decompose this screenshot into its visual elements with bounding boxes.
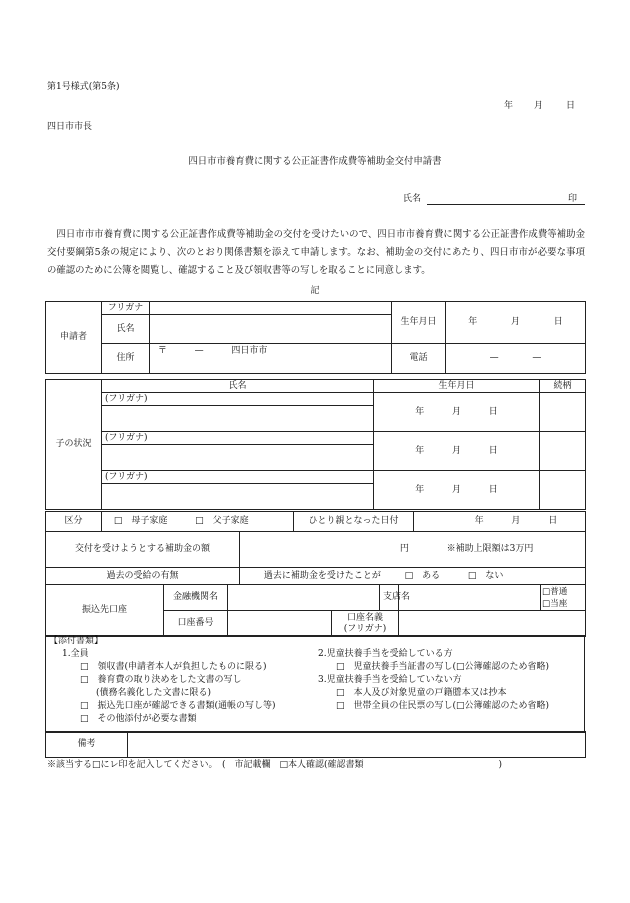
remarks-label: 備考 xyxy=(46,732,128,758)
single-parent-date-field[interactable] xyxy=(414,512,586,532)
category-label: 区分 xyxy=(46,512,102,532)
applicant-furigana-field[interactable] xyxy=(150,302,392,315)
remarks-field[interactable] xyxy=(128,732,586,758)
child-3-furigana[interactable]: (フリガナ) xyxy=(102,471,374,484)
past-yes-checkbox[interactable]: □ ある xyxy=(404,570,441,581)
attachment-agreement-note: (債務名義化した文書に限る) xyxy=(96,688,212,698)
attachments-group2-title: 2.児童扶養手当を受給している方 xyxy=(318,649,453,659)
amount-field[interactable] xyxy=(240,532,586,568)
child-1-year: 年 xyxy=(415,406,425,417)
applicant-birth-month: 月 xyxy=(510,317,520,328)
signature-line[interactable] xyxy=(427,204,585,205)
applicant-name-field[interactable] xyxy=(150,315,392,344)
single-father-checkbox[interactable]: □ 父子家庭 xyxy=(195,516,249,527)
amount-limit-note: ※補助上限額は3万円 xyxy=(446,544,534,555)
child-3-day: 日 xyxy=(488,484,498,495)
attachment-agreement-copy[interactable]: □ 養育費の取り決めをした文書の写し xyxy=(80,675,242,685)
child-3-name[interactable] xyxy=(102,484,374,510)
bank-section-label: 振込先口座 xyxy=(46,585,164,637)
remarks-table xyxy=(45,731,586,758)
child-1-name[interactable] xyxy=(102,406,374,432)
child-1-furigana[interactable]: (フリガナ) xyxy=(102,393,374,406)
single-mother-checkbox[interactable]: □ 母子家庭 xyxy=(113,516,168,527)
child-3-relation[interactable] xyxy=(540,471,586,510)
child-3-month: 月 xyxy=(451,484,461,495)
category-options xyxy=(102,512,294,532)
branch-field[interactable] xyxy=(399,585,541,611)
past-receipt-label: 過去の受給の有無 xyxy=(46,568,240,585)
city-name: 四日市市 xyxy=(231,346,268,356)
child-3-birth[interactable] xyxy=(374,471,540,510)
children-col-birth: 生年月日 xyxy=(374,380,540,393)
account-type-current[interactable]: □当座 xyxy=(542,598,568,609)
account-number-label: 口座番号 xyxy=(164,611,228,637)
postal-dash: — xyxy=(194,346,204,356)
date-year-label: 年 xyxy=(504,101,514,111)
document-title: 四日市市養育費に関する公正証書作成費等補助金交付申請書 xyxy=(188,156,442,167)
children-table xyxy=(45,379,586,510)
branch-label: 支店名 xyxy=(380,585,399,611)
children-col-relation: 続柄 xyxy=(540,380,586,393)
account-type-cell xyxy=(541,585,586,611)
date-month-label: 月 xyxy=(534,101,544,111)
applicant-table xyxy=(45,301,586,374)
attachments-heading: 【添付書類】 xyxy=(49,636,104,646)
account-holder-furigana: (フリガナ) xyxy=(343,623,387,634)
child-2-month: 月 xyxy=(451,445,461,456)
past-table xyxy=(45,567,586,585)
child-2-year: 年 xyxy=(415,445,425,456)
amount-table xyxy=(45,531,586,568)
ki-label: 記 xyxy=(310,286,320,296)
child-1-day: 日 xyxy=(488,406,498,417)
child-3-year: 年 xyxy=(415,484,425,495)
footer-note: ※該当する□にレ印を記入してください。 ( 市記載欄 □本人確認(確認書類 ) xyxy=(47,760,503,770)
bank-institution-label: 金融機関名 xyxy=(164,585,228,611)
past-receipt-question: 過去に補助金を受けたことが xyxy=(263,570,381,581)
applicant-name-label: 氏名 xyxy=(403,194,422,204)
applicant-birth-label: 生年月日 xyxy=(392,302,446,344)
phone-label: 電話 xyxy=(392,344,446,374)
addressee: 四日市市長 xyxy=(47,122,93,132)
attachment-family-register[interactable]: □ 本人及び対象児童の戸籍謄本又は抄本 xyxy=(336,688,507,698)
attachment-resident-record[interactable]: □ 世帯全員の住民票の写し(□公簿確認のため省略) xyxy=(336,701,550,711)
phone-dash-1: — xyxy=(489,353,499,364)
applicant-section-label: 申請者 xyxy=(46,302,102,374)
child-2-day: 日 xyxy=(488,445,498,456)
applicant-address-field[interactable] xyxy=(150,344,392,374)
child-2-furigana[interactable]: (フリガナ) xyxy=(102,432,374,445)
account-type-regular[interactable]: □普通 xyxy=(542,586,568,597)
single-date-day: 日 xyxy=(548,516,558,527)
applicant-name-cell-label: 氏名 xyxy=(102,315,150,344)
account-holder-label-cell xyxy=(332,611,399,637)
account-number-field[interactable] xyxy=(228,611,332,637)
attachment-allowance-certificate[interactable]: □ 児童扶養手当証書の写し(□公簿確認のため省略) xyxy=(336,662,550,672)
amount-label: 交付を受けようとする補助金の額 xyxy=(46,532,240,568)
application-statement: 四日市市市養育費に関する公正証書作成費等補助金の交付を受けたいので、四日市市養育費に関する公正証書作成費等補助金交付要綱第5条の規定により、次のとおり関係書類を添えて申請します。なお、補助金の交付にあたり、四日市市が必要な事項の確認のために公簿を閲覧し、確認すること及び領収書等の写しを取ることに同意します。 xyxy=(47,229,585,276)
phone-field[interactable] xyxy=(446,344,586,374)
child-2-relation[interactable] xyxy=(540,432,586,471)
attachment-other[interactable]: □ その他添付が必要な書類 xyxy=(80,714,197,724)
past-no-checkbox[interactable]: □ ない xyxy=(467,570,504,581)
account-holder-label: 口座名義 xyxy=(346,612,383,623)
attachment-receipt[interactable]: □ 領収書(申請者本人が負担したものに限る) xyxy=(80,662,267,672)
seal-mark: 印 xyxy=(568,194,578,204)
applicant-birth-day: 日 xyxy=(553,317,563,328)
single-date-year: 年 xyxy=(474,516,484,527)
attachment-bank-proof[interactable]: □ 振込先口座が確認できる書類(通帳の写し等) xyxy=(80,701,276,711)
bank-table xyxy=(45,584,586,637)
postal-mark: 〒 xyxy=(157,346,167,356)
applicant-furigana-label: フリガナ xyxy=(102,302,150,315)
child-1-birth[interactable] xyxy=(374,393,540,432)
bank-institution-field[interactable] xyxy=(228,585,380,611)
date-day-label: 日 xyxy=(566,101,576,111)
attachments-group3-title: 3.児童扶養手当を受給していない方 xyxy=(318,675,462,685)
category-table xyxy=(45,511,586,532)
single-parent-date-label: ひとり親となった日付 xyxy=(294,512,414,532)
applicant-address-label: 住所 xyxy=(102,344,150,374)
child-1-relation[interactable] xyxy=(540,393,586,432)
applicant-birth-year: 年 xyxy=(468,317,478,328)
applicant-birth-field[interactable] xyxy=(446,302,586,344)
child-2-name[interactable] xyxy=(102,445,374,471)
child-1-month: 月 xyxy=(451,406,461,417)
yen-unit: 円 xyxy=(399,544,409,555)
account-holder-field[interactable] xyxy=(399,611,586,637)
children-col-name: 氏名 xyxy=(102,380,374,393)
single-date-month: 月 xyxy=(511,516,521,527)
attachments-group1-title: 1.全員 xyxy=(62,649,89,659)
phone-dash-2: — xyxy=(532,353,542,364)
children-section-label: 子の状況 xyxy=(46,380,102,510)
past-receipt-field xyxy=(240,568,586,585)
form-number: 第1号様式(第5条) xyxy=(47,82,120,92)
child-2-birth[interactable] xyxy=(374,432,540,471)
